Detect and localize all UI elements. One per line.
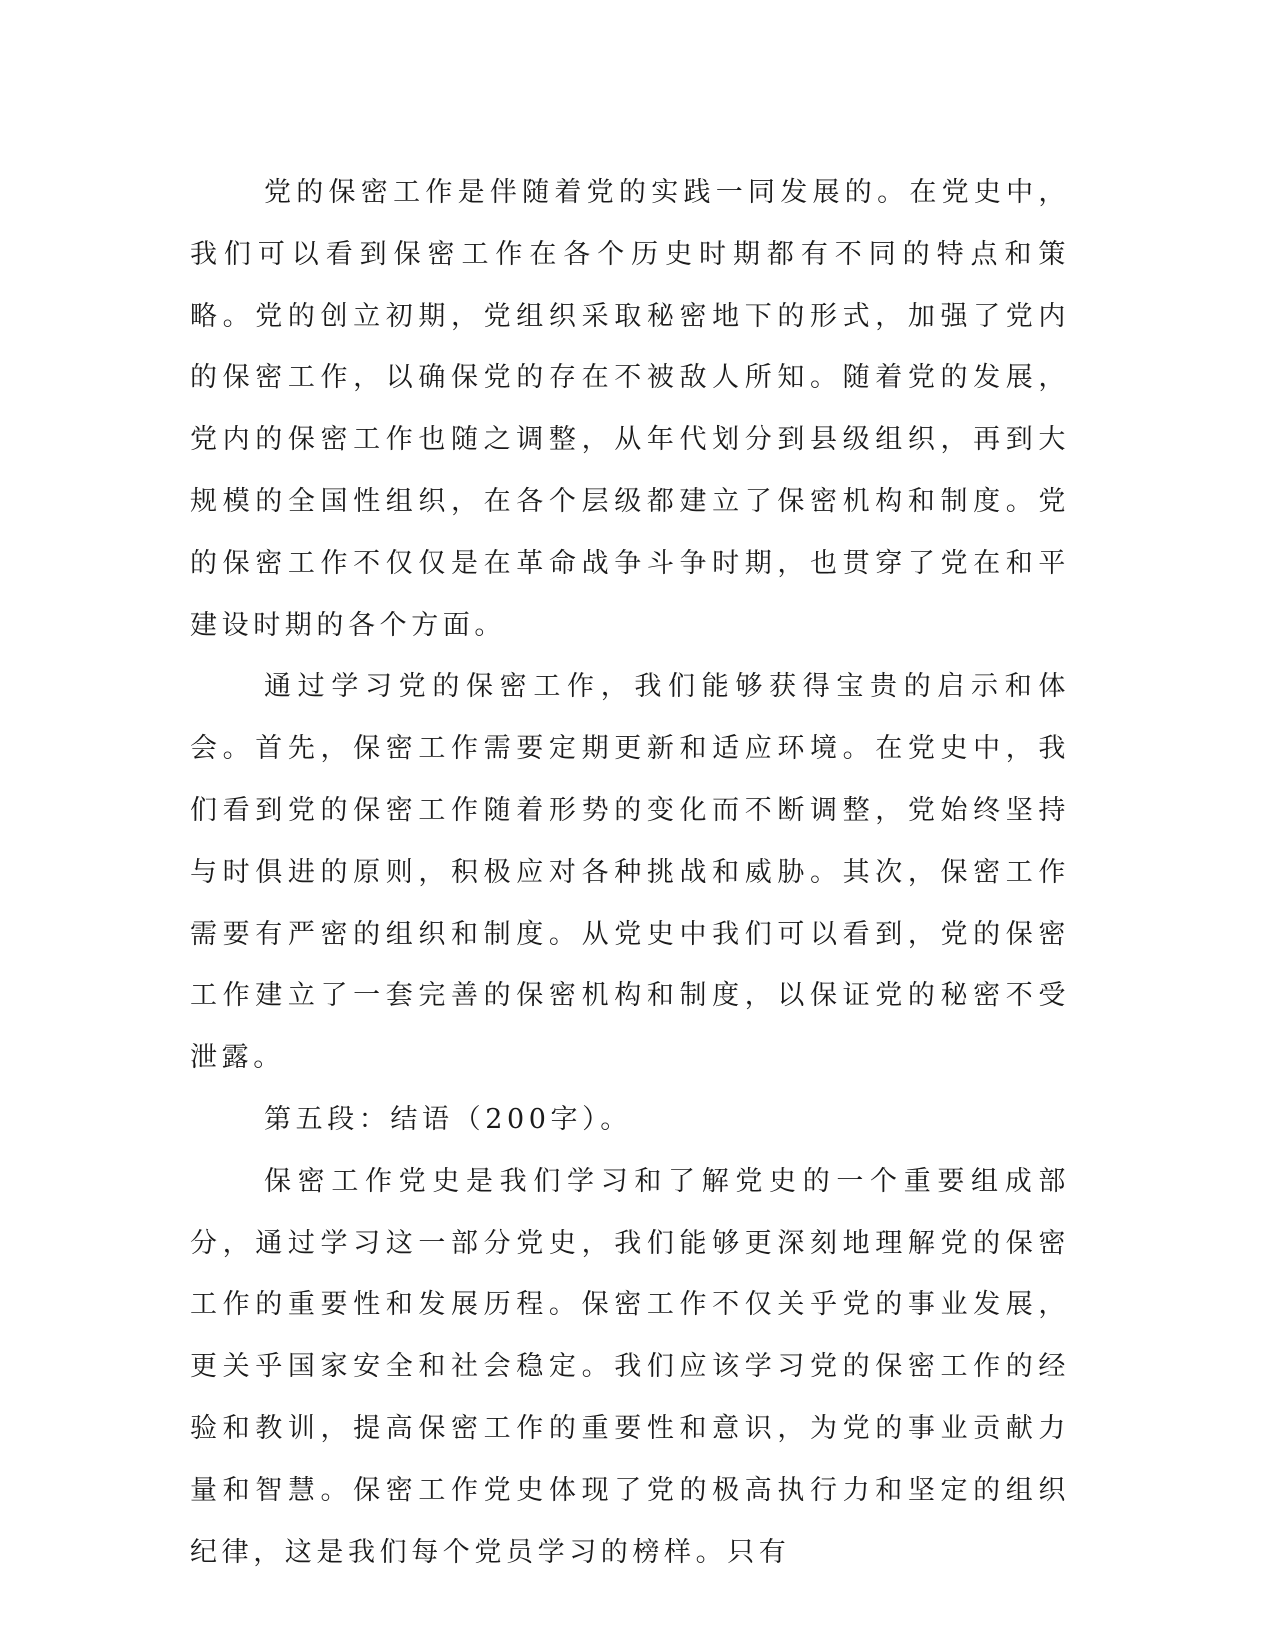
section-heading-conclusion: 第五段：结语（200字）。 — [264, 1103, 632, 1135]
document-body — [190, 162, 1070, 1583]
paragraph-conclusion: 保密工作党史是我们学习和了解党史的一个重要组成部分，通过学习这一部分党史，我们能够更深刻地理解党的保密工作的重要性和发展历程。保密工作不仅关乎党的事业发展，更关乎国家安全和社会稳定。我们应该学习党的保密工作的经验和教训，提高保密工作的重要性和意识，为党的事业贡献力量和智慧。保密工作党史体现了党的极高执行力和坚定的组织纪律，这是我们每个党员学习的榜样。只有 — [190, 1165, 1070, 1568]
paragraph-history-of-secrecy-work: 党的保密工作是伴随着党的实践一同发展的。在党史中，我们可以看到保密工作在各个历史时期都有不同的特点和策略。党的创立初期，党组织采取秘密地下的形式，加强了党内的保密工作，以确保党的存在不被敌人所知。随着党的发展，党内的保密工作也随之调整，从年代划分到县级组织，再到大规模的全国性组织，在各个层级都建立了保密机构和制度。党的保密工作不仅仅是在革命战争斗争时期，也贯穿了党在和平建设时期的各个方面。 — [190, 177, 1070, 641]
paragraph-lessons-learned: 通过学习党的保密工作，我们能够获得宝贵的启示和体会。首先，保密工作需要定期更新和适应环境。在党史中，我们看到党的保密工作随着形势的变化而不断调整，党始终坚持与时俱进的原则，积极应对各种挑战和威胁。其次，保密工作需要有严密的组织和制度。从党史中我们可以看到，党的保密工作建立了一套完善的保密机构和制度，以保证党的秘密不受泄露。 — [190, 671, 1070, 1074]
